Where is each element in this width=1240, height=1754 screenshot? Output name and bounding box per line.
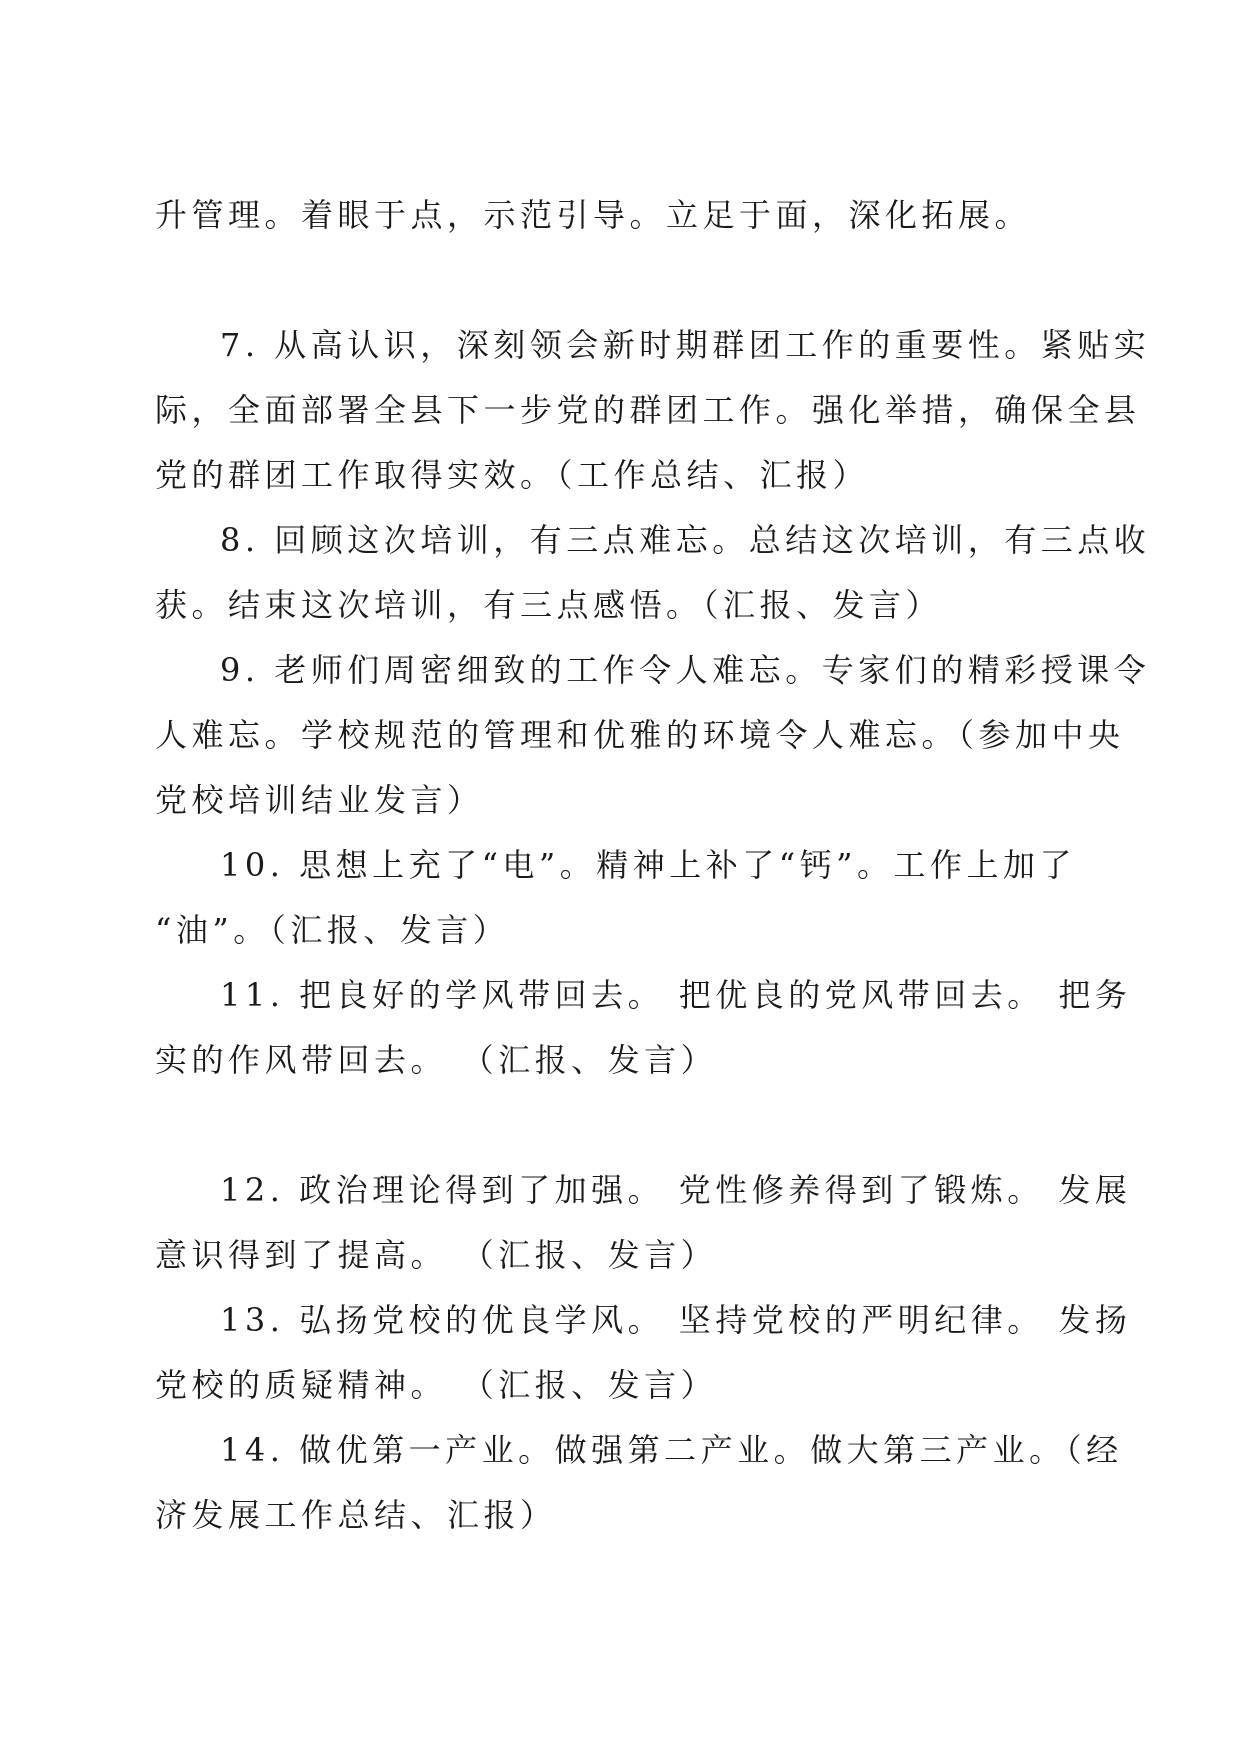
item-7-line-3: 党的群团工作取得实效。（工作总结、汇报） [155, 456, 870, 494]
item-10-line-1: 10. 思想上充了“电”。精神上补了“钙”。工作上加了 [220, 846, 1077, 884]
item-12-line-1: 12. 政治理论得到了加强。 党性修养得到了锻炼。 发展 [220, 1171, 1132, 1209]
item-14-line-1: 14. 做优第一产业。做强第二产业。做大第三产业。（经 [220, 1431, 1123, 1469]
item-11-line-1: 11. 把良好的学风带回去。 把优良的党风带回去。 把务 [220, 976, 1132, 1014]
item-8-line-1: 8. 回顾这次培训，有三点难忘。总结这次培训，有三点收 [220, 521, 1151, 559]
item-12-line-2: 意识得到了提高。 （汇报、发言） [155, 1236, 718, 1274]
item-9-line-3: 党校培训结业发言） [155, 781, 484, 819]
item-10-line-2: “油”。（汇报、发言） [155, 911, 510, 949]
paragraph-line: 升管理。着眼于点，示范引导。立足于面，深化拓展。 [155, 196, 1032, 234]
item-11-line-2: 实的作风带回去。 （汇报、发言） [155, 1041, 718, 1079]
item-9-line-2: 人难忘。学校规范的管理和优雅的环境令人难忘。（参加中央 [155, 716, 1125, 754]
item-7-line-2: 际，全面部署全县下一步党的群团工作。强化举措，确保全县 [155, 391, 1141, 429]
item-14-line-2: 济发展工作总结、汇报） [155, 1496, 557, 1534]
item-8-line-2: 获。结束这次培训，有三点感悟。（汇报、发言） [155, 586, 943, 624]
item-13-line-1: 13. 弘扬党校的优良学风。 坚持党校的严明纪律。 发扬 [220, 1301, 1132, 1339]
item-13-line-2: 党校的质疑精神。 （汇报、发言） [155, 1366, 718, 1404]
item-9-line-1: 9. 老师们周密细致的工作令人难忘。专家们的精彩授课令 [220, 651, 1151, 689]
item-7-line-1: 7. 从高认识，深刻领会新时期群团工作的重要性。紧贴实 [220, 326, 1151, 364]
